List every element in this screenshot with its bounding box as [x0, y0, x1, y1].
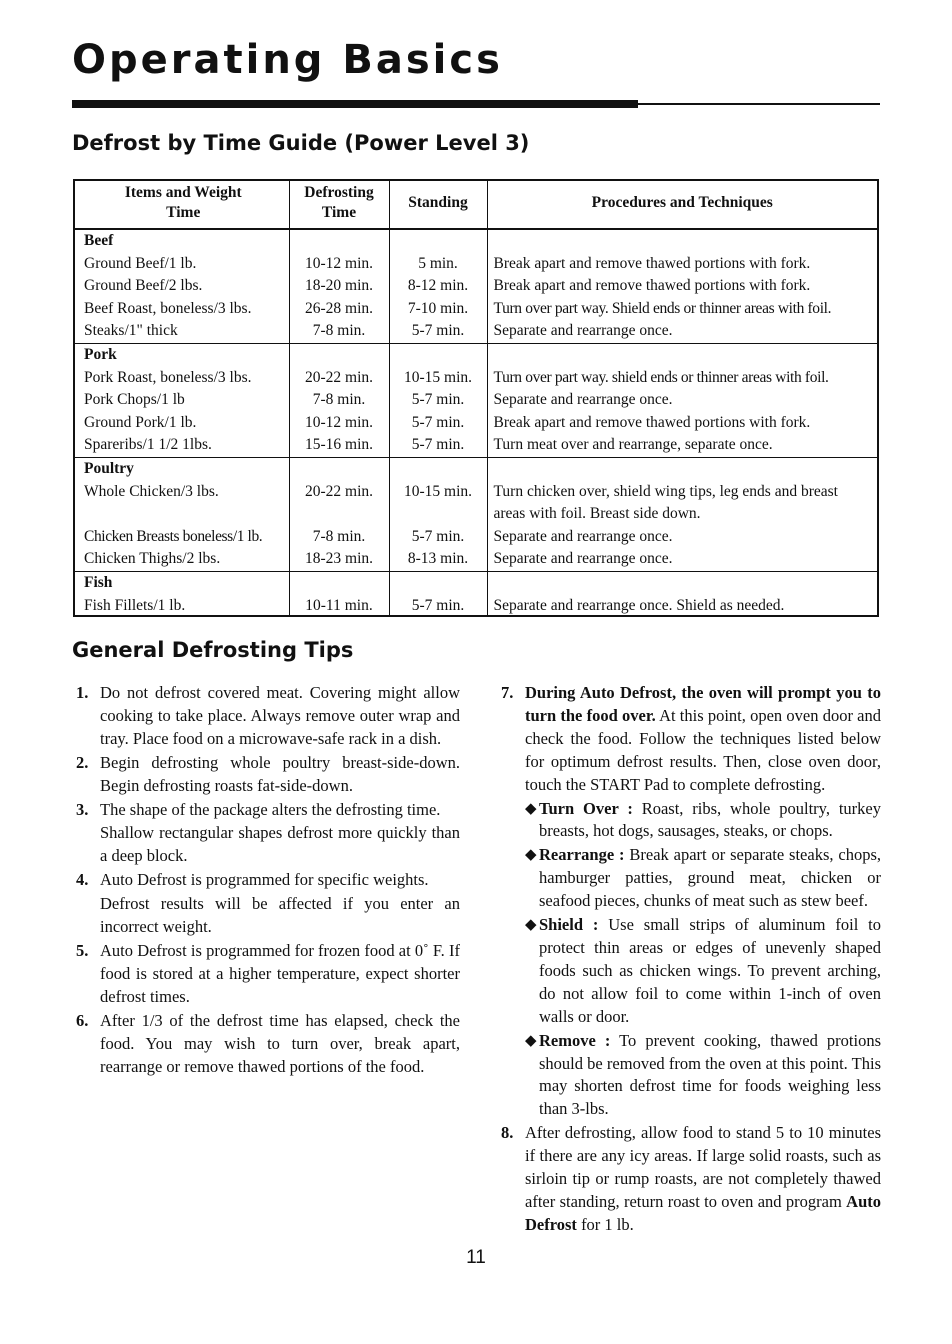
defrost-time-cell: 15-16 min. — [289, 434, 389, 457]
table-row — [75, 320, 877, 343]
category-row — [75, 571, 877, 594]
tip-text: Begin defrosting whole poultry breast-side-down. Begin defrosting roasts fat-side-down. — [100, 752, 460, 795]
defrost-time-cell: 26-28 min. — [289, 298, 389, 321]
diamond-bullet-icon: ◆ — [525, 917, 537, 934]
procedure-cell: Turn chicken over, shield wing tips, leg ends and breast areas with foil. Breast side down. — [487, 481, 877, 526]
procedure-cell: Separate and rearrange once. — [487, 389, 877, 412]
procedure-cell: Separate and rearrange once. — [487, 526, 877, 549]
rearrange-text: Break apart or separate steaks, chops, hamburger patties, ground meat, chicken or seafood pieces, chunks of meat such as stew beef. — [539, 845, 881, 911]
table-row — [75, 275, 877, 298]
item-cell: Spareribs/1 1/2 1lbs. — [84, 436, 212, 454]
tip-number: 3. — [76, 799, 89, 819]
column-header-defrosting-line2: Time — [321, 204, 357, 221]
tip-item — [72, 1010, 460, 1079]
tip-number: 4. — [76, 870, 89, 890]
tip-text: Do not defrost covered meat. Covering might allow cooking to take place. Always remove outer wrap and tray. Place food on a microwave-safe rack in a dish. — [100, 683, 460, 748]
item-cell: Chicken Breasts boneless/1 lb. — [84, 527, 263, 545]
procedure-cell: Turn over part way. Shield ends or thinner areas with foil. — [487, 298, 877, 321]
column-header-items — [75, 181, 289, 229]
column-header-items-line1: Items and Weight — [124, 184, 242, 201]
standing-time-cell: 5-7 min. — [389, 595, 487, 618]
procedure-cell: Turn over part way. shield ends or thinner areas with foil. — [487, 367, 877, 390]
defrost-time-cell: 18-23 min. — [289, 548, 389, 571]
standing-time-cell: 5-7 min. — [389, 526, 487, 549]
defrost-time-cell: 7-8 min. — [289, 526, 389, 549]
column-header-defrosting-line1: Defrosting — [304, 184, 374, 201]
item-cell: Pork Roast, boneless/3 lbs. — [84, 368, 252, 386]
defrost-time-cell: 18-20 min. — [289, 275, 389, 298]
item-cell: Whole Chicken/3 lbs. — [84, 482, 219, 500]
column-header-defrosting — [289, 181, 389, 229]
section-title-defrost-tips: General Defrosting Tips — [72, 638, 354, 662]
remove-label: Remove : — [539, 1030, 611, 1050]
standing-time-cell: 8-12 min. — [389, 275, 487, 298]
procedure-cell: Separate and rearrange once. — [487, 548, 877, 571]
defrost-time-cell: 7-8 min. — [289, 320, 389, 343]
tip-number: 2. — [76, 752, 89, 772]
column-header-procedures: Procedures and Techniques — [487, 181, 877, 229]
table-row — [75, 412, 877, 435]
defrost-time-cell: 10-11 min. — [289, 595, 389, 618]
category-row — [75, 343, 877, 366]
item-cell: Beef Roast, boneless/3 lbs. — [84, 299, 252, 317]
standing-time-cell: 5-7 min. — [389, 434, 487, 457]
column-header-standing: Standing — [389, 181, 487, 229]
standing-time-cell: 10-15 min. — [389, 367, 487, 390]
remove-note — [525, 1030, 881, 1122]
tip-number: 7. — [501, 683, 514, 702]
procedure-cell: Break apart and remove thawed portions with fork. — [487, 412, 877, 435]
tip-text: Auto Defrost is programmed for frozen food at 0˚ F. If food is stored at a higher temperature, expect shorter defrost times. — [100, 940, 460, 1006]
tip-text: Shallow rectangular shapes defrost more quickly than a deep block. — [100, 823, 460, 866]
standing-time-cell: 5-7 min. — [389, 320, 487, 343]
tip-text: Defrost results will be affected if you enter an incorrect weight. — [100, 894, 460, 937]
tip-number: 8. — [501, 1123, 514, 1143]
tip-text: Auto Defrost is programmed for specific weights. — [100, 870, 429, 890]
table-row — [75, 526, 877, 549]
tip-item — [72, 869, 460, 939]
page-number: 11 — [466, 1247, 486, 1268]
category-label: Pork — [75, 343, 289, 366]
procedure-cell: Break apart and remove thawed portions with fork. — [487, 253, 877, 276]
tip-item — [72, 752, 460, 798]
procedure-cell: Separate and rearrange once. Shield as needed. — [487, 595, 877, 618]
defrost-time-cell: 7-8 min. — [289, 389, 389, 412]
category-label: Poultry — [75, 457, 289, 480]
turn-over-label: Turn Over : — [539, 798, 633, 818]
item-cell: Chicken Thighs/2 lbs. — [84, 550, 221, 568]
rearrange-note — [525, 844, 881, 913]
tip-lead-bold: During Auto Defrost, the oven will prompt you to turn the food over. — [525, 683, 881, 725]
defrost-time-cell: 20-22 min. — [289, 481, 389, 526]
tip-lead-text: At this point, open oven door and check the food. Follow the techniques listed below for optimum defrost results. Then, close oven door, touch the START Pad to complete defrosting. — [525, 705, 881, 794]
tip-number: 1. — [76, 683, 89, 702]
turn-over-note — [525, 798, 881, 844]
tip-text — [525, 682, 881, 797]
defrost-table — [75, 181, 877, 617]
standing-time-cell: 8-13 min. — [389, 548, 487, 571]
tip-item — [72, 940, 460, 1009]
table-row — [75, 595, 877, 618]
standing-time-cell: 10-15 min. — [389, 481, 487, 526]
category-row — [75, 229, 877, 253]
tip-item — [72, 682, 460, 751]
tip-item — [497, 682, 881, 1121]
standing-time-cell: 7-10 min. — [389, 298, 487, 321]
defrost-time-cell: 20-22 min. — [289, 367, 389, 390]
shield-label: Shield : — [539, 915, 599, 935]
tip-tail: for 1 lb. — [576, 1214, 634, 1234]
page-title: Operating Basics — [72, 37, 503, 83]
table-row — [75, 298, 877, 321]
defrost-time-cell: 10-12 min. — [289, 412, 389, 435]
title-rule-thin — [638, 103, 880, 105]
defrost-table-frame — [73, 179, 879, 617]
item-cell: Ground Beef/1 lb. — [84, 254, 197, 272]
procedure-cell: Break apart and remove thawed portions with fork. — [487, 275, 877, 298]
table-row — [75, 389, 877, 412]
tip-item — [497, 1122, 881, 1237]
standing-time-cell: 5 min. — [389, 253, 487, 276]
tip-number: 6. — [76, 1010, 89, 1030]
title-rule-thick — [72, 100, 638, 108]
category-label: Beef — [84, 232, 114, 249]
shield-text: Use small strips of aluminum foil to protect thin areas or edges of unevenly shaped foods such as chicken wings. To prevent arching, do not allow foil to come within 1-inch of oven walls or door. — [539, 915, 881, 1026]
tips-column-left — [72, 682, 460, 1079]
standing-time-cell: 5-7 min. — [389, 412, 487, 435]
procedure-cell: Turn meat over and rearrange, separate once. — [487, 434, 877, 457]
defrost-time-cell: 10-12 min. — [289, 253, 389, 276]
tip-item — [72, 799, 460, 869]
diamond-bullet-icon: ◆ — [525, 800, 537, 817]
tip-text: The shape of the package alters the defrosting time. — [100, 799, 441, 819]
item-cell: Pork Chops/1 lb — [84, 391, 185, 409]
table-header-row — [75, 181, 877, 229]
item-cell: Ground Beef/2 lbs. — [84, 277, 203, 295]
category-row — [75, 457, 877, 480]
remove-text: To prevent cooking, thawed protions should be removed from the oven at this point. This may shorten defrost time for foods weighing less than 3-lbs. — [539, 1030, 881, 1119]
tip-text — [525, 1122, 881, 1237]
shield-note — [525, 914, 881, 1029]
table-row — [75, 367, 877, 390]
table-row — [75, 548, 877, 571]
item-cell: Steaks/1" thick — [84, 322, 178, 340]
tip-text: After 1/3 of the defrost time has elapsed, check the food. You may wish to turn over, break apart, rearrange or remove thawed portions of the food. — [100, 1010, 460, 1076]
item-cell: Ground Pork/1 lb. — [84, 413, 197, 431]
table-row — [75, 434, 877, 457]
item-cell: Fish Fillets/1 lb. — [84, 596, 186, 614]
tip-number: 5. — [76, 940, 89, 960]
table-row — [75, 481, 877, 526]
rearrange-label: Rearrange : — [539, 845, 625, 865]
category-label: Fish — [75, 571, 289, 594]
section-title-defrost-guide: Defrost by Time Guide (Power Level 3) — [72, 131, 530, 155]
auto-defrost-emphasis: Auto Defrost — [525, 1191, 881, 1234]
diamond-bullet-icon: ◆ — [525, 1032, 537, 1049]
tips-column-right — [497, 682, 881, 1238]
turn-over-text: Roast, ribs, whole poultry, turkey breasts, hot dogs, sausages, steaks, or chops. — [539, 798, 881, 841]
table-row — [75, 253, 877, 276]
procedure-cell: Separate and rearrange once. — [487, 320, 877, 343]
tip-body: After defrosting, allow food to stand 5 to 10 minutes if there are any icy areas. If large solid roasts, such as sirloin tip or rump roasts, are not completely thawed after standing, return roast to oven and program — [525, 1123, 881, 1211]
diamond-bullet-icon: ◆ — [525, 847, 537, 864]
column-header-items-line2: Time — [166, 204, 201, 221]
standing-time-cell: 5-7 min. — [389, 389, 487, 412]
